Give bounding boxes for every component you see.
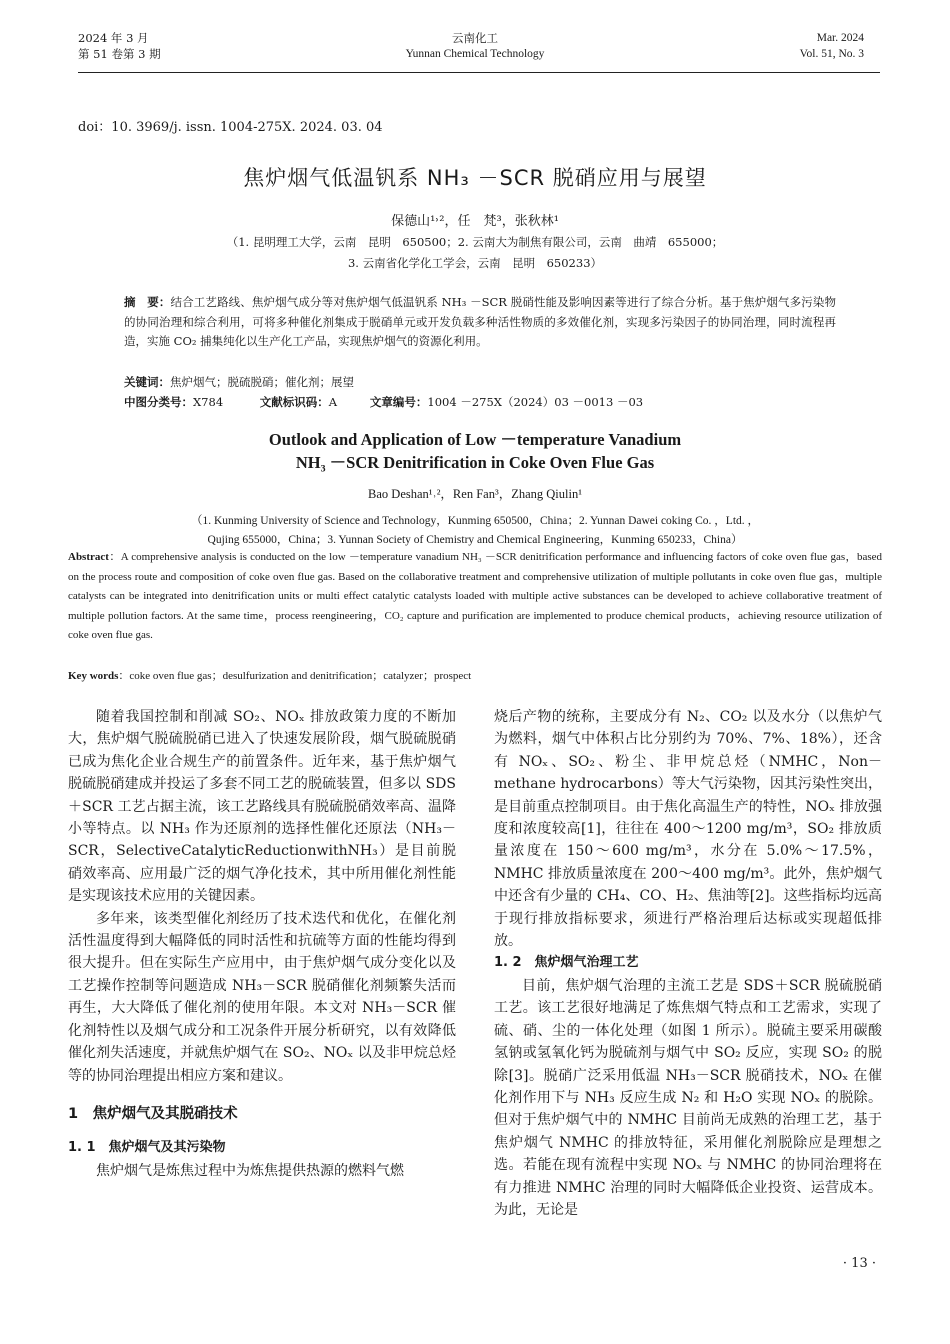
section-1-1-paragraph: 焦炉烟气是炼焦过程中为炼焦提供热源的燃料气燃 xyxy=(96,1162,404,1179)
section-1-1-paragraph-cont: 烧后产物的统称，主要成分有 N₂、CO₂ 以及水分（以焦炉气为燃料，烟气中体积占比分别约为 70%、7%、18%），还含有 NOₓ、SO₂、粉尘、非甲烷总烃（NMHC，Non－methane hydrocarbons）等大气污染物，因其污染性突出，是目前重点控制项目。由于焦化高温生产的特性，NOₓ 排放强度和浓度较高[1]，往往在 400～1200 mg/m³，SO₂ 排放质量浓度在 150～600 mg/m³，水分在 5.0%～17.5%，NMHC 排放质量浓度在 200～400 mg/m³。此外，焦炉烟气中还含有少量的 CH₄、CO、H₂、焦油等[2]。这些指标均远高于现行排放指标要求，须进行严格治理后达标或实现超低排放。 xyxy=(494,709,882,950)
page-number: · 13 · xyxy=(842,1256,876,1271)
body-column-right xyxy=(494,706,882,1221)
intro-paragraph-1: 随着我国控制和削减 SO₂、NOₓ 排放政策力度的不断加大，焦炉烟气脱硫脱硝已进入了快速发展阶段，烟气脱硫脱硝已成为焦化企业合规生产的前置条件。近年来，基于焦炉烟气脱硫脱硝建成并投运了多套不同工艺的脱硫装置，但多以 SDS＋SCR 工艺占据主流，该工艺路线具有脱硫脱硝效率高、温降小等特点。以 NH₃ 作为还原剂的选择性催化还原法（NH₃－SCR，SelectiveCatalyticReductionwithNH₃）是目前脱硝效率高、应用最广泛的烟气净化技术，其中所用催化剂性能是实现该技术应用的关键因素。 xyxy=(68,709,456,905)
authors: 保德山¹˒²，任 梵³，张秋林¹ xyxy=(391,214,559,229)
classification-cn xyxy=(124,394,643,410)
journal-name-en: Yunnan Chemical Technology xyxy=(405,48,545,60)
article-no-label: 文章编号： xyxy=(369,395,428,409)
subsection-heading-1-2: 1. 2 焦炉烟气治理工艺 xyxy=(494,955,639,971)
clc-label: 中图分类号： xyxy=(124,395,193,409)
affiliation-line-2: 3. 云南省化学化工学会，云南 昆明 650233） xyxy=(347,256,603,270)
keywords-en-text: ：coke oven flue gas；desulfurization and denitrification；catalyzer；prospect xyxy=(118,670,472,682)
journal-volume-header xyxy=(800,30,864,62)
affiliation-line-1: （1. 昆明理工大学，云南 昆明 650500；2. 云南大为制焦有限公司，云南 曲靖 655000； xyxy=(226,235,724,249)
paper-title: 焦炉烟气低温钒系 NH₃ －SCR 脱硝应用与展望 xyxy=(243,166,707,190)
abstract-cn-text: 结合工艺路线、焦炉烟气成分等对焦炉烟气低温钒系 NH₃ －SCR 脱硝性能及影响因素等进行了综合分析。基于焦炉烟气多污染物的协同治理和综合利用，可将多种催化剂集成于脱硝单元或开发负载多种活性物质的多效催化剂，实现多污染因子的协同治理，同时流程再造，实施 CO₂ 捕集纯化以生产化工产品，实现焦炉烟气的资源化利用。 xyxy=(124,295,837,348)
intro-paragraph-2: 多年来，该类型催化剂经历了技术迭代和优化，在催化剂活性温度得到大幅降低的同时活性和抗硫等方面的性能均得到很大提升。但在实际生产应用中，由于焦炉烟气成分变化以及工艺操作控制等问题造成 NH₃－SCR 脱硝催化剂频繁失活而再生，大大降低了催化剂的使用年限。本文对 NH₃－SCR 催化剂特性以及烟气成分和工况条件开展分析研究，以有效降低催化剂失活速度，并就焦炉烟气在 SO₂、NOₓ 以及非甲烷总烃等的协同治理提出相应方案和建议。 xyxy=(68,910,456,1084)
abstract-en xyxy=(68,548,882,646)
article-no-value: 1004 －275X（2024）03 －0013 －03 xyxy=(427,395,644,409)
doi: doi：10. 3969/j. issn. 1004-275X. 2024. 03. 04 xyxy=(78,120,383,135)
section-1-2-paragraph: 目前，焦炉烟气治理的主流工艺是 SDS＋SCR 脱硫脱硝工艺。该工艺很好地满足了炼焦烟气特点和工艺需求，实现了硫、硝、尘的一体化处理（如图 1 所示）。脱硫主要采用碳酸氢钠或氢氧化钙为脱硫剂与烟气中 SO₂ 反应，实现 SO₂ 的脱除[3]。脱硝广泛采用低温 NH₃－SCR 脱硝技术，NOₓ 在催化剂作用下与 NH₃ 反应生成 N₂ 和 H₂O 实现 NOₓ 的脱除。但对于焦炉烟气中的 NMHC 目前尚无成熟的治理工艺，基于焦炉烟气 NMHC 的排放特征，采用催化剂脱除应是理想之选。若能在现有流程中实现 NOₓ 与 NMHC 的协同治理将在有力推进 NMHC 治理的同时大幅降低企业投资、运营成本。为此，无论是 xyxy=(494,977,882,1218)
doc-code-label: 文献标识码： xyxy=(259,395,329,409)
affiliation-en-line-2: Qujing 655000，China；3. Yunnan Society of Chemistry and Chemical Engineering，Kunming 650233，China） xyxy=(207,534,743,546)
abstract-en-text: ：A comprehensive analysis is conducted on the low －temperature vanadium NH₃ －SCR denitrification performance and influencing factors of coke oven flue gas，based on the process route and composition of coke oven flue gas. Based on the collaborative treatment and comprehensive utilization of multiple pollutants in coke oven flue gas，multiple catalysts can be integrated into denitrification units or multi effect catalytic catalysts loaded with multiple active substances can be developed to achieve collaborative treatment of multiple pollution factors. At the same time，process reengineering，CO₂ capture and purification are implemented to produce chemical products，achieving resource utilization of coke oven flue gas. xyxy=(68,551,882,641)
abstract-cn xyxy=(124,293,836,352)
affiliation-en-line-1: （1. Kunming University of Science and Technology，Kunming 650500，China；2. Yunnan Dawei coking Co. ，Ltd. ， xyxy=(190,515,760,527)
title-en-line-2: NH₃ －SCR Denitrification in Coke Oven Flue Gas xyxy=(295,453,655,472)
keywords-cn xyxy=(124,374,354,390)
section-heading-1: 1 焦炉烟气及其脱硝技术 xyxy=(68,1105,238,1122)
keywords-cn-label: 关键词： xyxy=(124,375,170,389)
keywords-en-label: Key words xyxy=(68,670,119,682)
abstract-cn-label: 摘 要： xyxy=(124,295,171,309)
volume-issue: 第 51 卷第 3 期 xyxy=(78,47,161,61)
title-en-line-1: Outlook and Application of Low －temperature Vanadium xyxy=(268,430,682,449)
keywords-cn-text: 焦炉烟气；脱硫脱硝；催化剂；展望 xyxy=(170,375,354,389)
journal-name-cn: 云南化工 xyxy=(452,31,498,45)
clc-value: X784 xyxy=(193,395,224,409)
authors-en: Bao Deshan¹˒²，Ren Fan³，Zhang Qiulin¹ xyxy=(368,487,582,501)
issue-date-en: Mar. 2024 xyxy=(816,32,864,44)
body-column-left xyxy=(68,706,456,1182)
abstract-en-label: Abstract xyxy=(68,551,109,563)
header-rule xyxy=(78,72,880,73)
doc-code-value: A xyxy=(328,395,338,409)
issue-date: 2024 年 3 月 xyxy=(78,31,149,45)
keywords-en xyxy=(68,667,471,683)
volume-issue-en: Vol. 51, No. 3 xyxy=(799,48,864,60)
subsection-heading-1-1: 1. 1 焦炉烟气及其污染物 xyxy=(68,1140,226,1156)
